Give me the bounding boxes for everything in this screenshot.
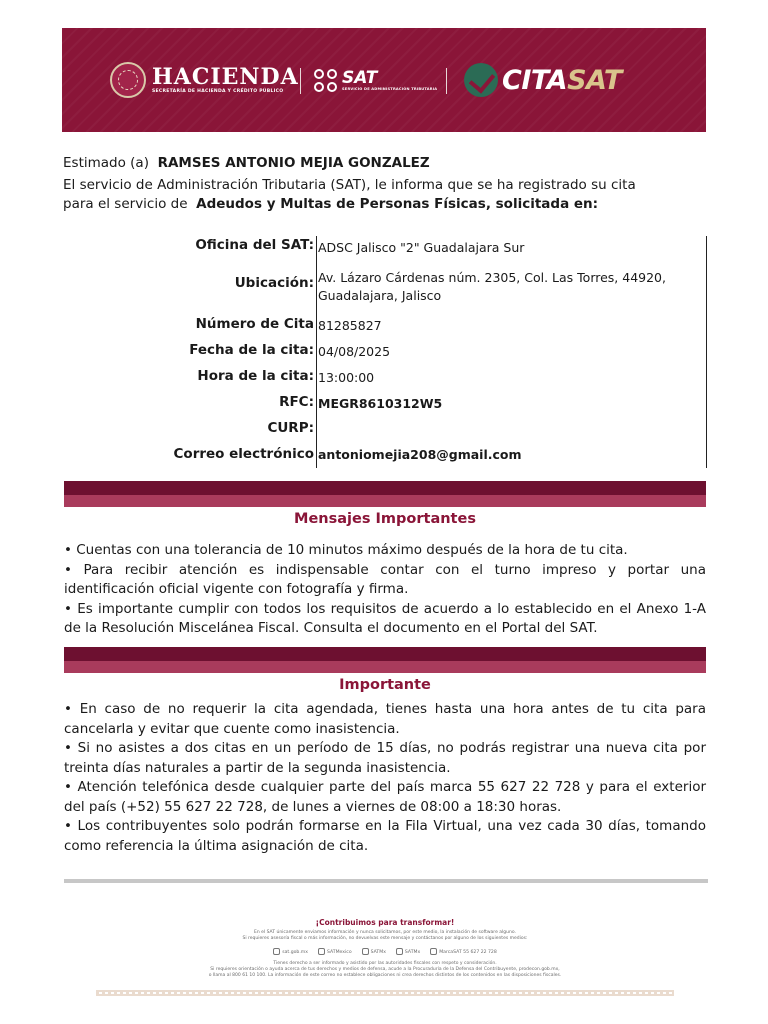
numero-cita-label: Número de Cita [195,316,314,332]
rfc-label: RFC: [279,394,314,410]
footer-title: ¡Contribuimos para transformar! [315,918,455,927]
importante-item: • Atención telefónica desde cualquier parte del país marca 55 627 22 728 y para el exterior del país (+52) 55 627 22 728, de lunes a viernes de 08:00 a 18:30 horas. [64,779,706,815]
hacienda-subtitle: SECRETARÍA DE HACIENDA Y CRÉDITO PÚBLICO [152,89,284,94]
twitter-icon [362,948,369,955]
importante-list [64,700,706,856]
greeting-line [63,155,430,171]
fecha-value: 04/08/2025 [318,344,391,359]
footer-divider [64,879,708,883]
phone-icon [430,948,437,955]
details-divider-left [316,236,317,468]
mensajes-title: Mensajes Importantes [294,511,476,527]
header-divider [300,68,301,94]
hacienda-name: HACIENDA [152,64,299,90]
mensajes-list [64,541,706,639]
header-banner [62,28,706,132]
section-band [64,481,706,507]
sat-logo [314,28,437,132]
correo-label: Correo electrónico [173,446,314,462]
footer-line-1: En el SAT únicamente enviamos información y nunca solicitamos, por este medio, la instalación de software alguno. [254,930,516,935]
footer-line-2: Si requieres asesoría fiscal o más información, no devuelvas este mensaje y contáctanos por alguno de los siguientes medios: [242,936,528,941]
citasat-check-icon [464,63,498,97]
national-seal-icon [110,62,146,98]
curp-label: CURP: [267,420,314,436]
footer-line-5: o llama al 800 61 10 100. La información de este correo no establece obligaciones ni crea derechos distintos de los contenidos en las disposiciones fiscales. [208,973,562,978]
citasat-logo [464,28,622,132]
footer-social-facebook[interactable]: SATMexico [318,948,352,955]
footer-social-youtube[interactable]: SATMx [396,948,420,955]
fecha-label: Fecha de la cita: [189,342,314,358]
service-name: Adeudos y Multas de Personas Físicas, solicitada en: [196,196,599,212]
importante-item: • Si no asistes a dos citas en un período de 15 días, no podrás registrar una nueva cita por treinta días naturales a partir de la segunda inasistencia. [64,740,706,776]
footer-pattern [96,990,674,996]
citasat-sat: SAT [567,64,622,96]
details-divider-right [706,236,707,468]
oficina-label: Oficina del SAT: [195,237,314,253]
sat-subtitle: SERVICIO DE ADMINISTRACIÓN TRIBUTARIA [342,86,438,91]
section-band [64,647,706,673]
hora-value: 13:00:00 [318,370,375,385]
globe-icon [273,948,280,955]
service-line [63,196,598,212]
footer-line-4: Si requieres orientación o ayuda acerca de tus derechos y medios de defensa, acude a la Procuraduría de la Defensa del Contribuyente, prodecon.gob.mx, [210,967,560,972]
oficina-value: ADSC Jalisco "2" Guadalajara Sur [318,240,525,255]
correo-value: antoniomejia208@gmail.com [318,447,522,462]
recipient-name: RAMSES ANTONIO MEJIA GONZALEZ [157,155,430,171]
intro-line: El servicio de Administración Tributaria (SAT), le informa que se ha registrado su cita [63,177,636,193]
facebook-icon [318,948,325,955]
footer-social-web[interactable]: sat.gob.mx [273,948,308,955]
youtube-icon [396,948,403,955]
importante-title: Importante [339,677,431,693]
ubicacion-value-1: Av. Lázaro Cárdenas núm. 2305, Col. Las Torres, 44920, [318,270,666,285]
hacienda-logo [110,28,299,132]
ubicacion-label: Ubicación: [234,275,314,291]
mensajes-item: • Para recibir atención es indispensable contar con el turno impreso y portar una identificación oficial vigente con fotografía y firma. [64,561,706,597]
footer-social [180,948,590,955]
header-divider [446,68,447,94]
importante-item: • Los contribuyentes solo podrán formarse en la Fila Virtual, una vez cada 30 días, tomando como referencia la última asignación de cita. [64,818,706,854]
footer-social-twitter[interactable]: SATMx [362,948,386,955]
mensajes-item: • Cuentas con una tolerancia de 10 minutos máximo después de la hora de tu cita. [64,542,628,558]
footer-line-3: Tienes derecho a ser informado y asistido por las autoridades fiscales con respeto y consideración. [273,961,497,966]
numero-cita-value: 81285827 [318,318,382,333]
hora-label: Hora de la cita: [197,368,314,384]
footer [180,918,590,979]
mensajes-item: • Es importante cumplir con todos los requisitos de acuerdo a lo establecido en el Anexo 1-A de la Resolución Miscelánea Fiscal. Consulta el documento en el Portal del SAT. [64,600,706,636]
salutation: Estimado (a) [63,155,149,171]
footer-social-phone[interactable]: MarcaSAT 55 627 22 728 [430,948,497,955]
rfc-value: MEGR8610312W5 [318,396,443,411]
importante-item: • En caso de no requerir la cita agendada, tienes hasta una hora antes de tu cita para cancelarla y evitar que cuente como inasistencia. [64,701,706,737]
ubicacion-value-2: Guadalajara, Jalisco [318,288,442,303]
sat-dots-icon [314,69,337,92]
service-prefix: para el servicio de [63,196,188,212]
sat-name: SAT [342,67,378,88]
citasat-cita: CITA [502,64,568,96]
